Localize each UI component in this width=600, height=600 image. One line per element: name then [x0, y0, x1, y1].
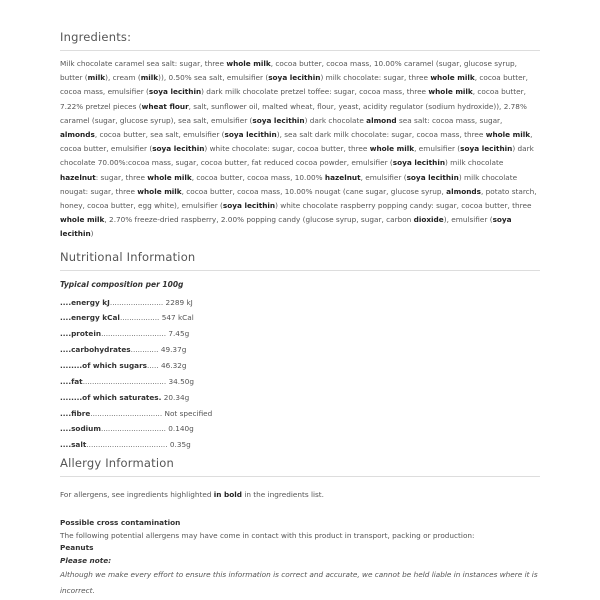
- nutrition-label: ....fibre: [60, 408, 91, 418]
- nutrition-label: ....sodium: [60, 424, 101, 434]
- nutrition-row: [60, 374, 540, 390]
- ingredients-segment: ) milk chocolate: sugar, three: [320, 73, 431, 83]
- ingredients-segment: ), emulsifier (: [443, 215, 493, 225]
- allergen-highlight: soya lecithin: [222, 201, 276, 211]
- allergen-highlight: wheat flour: [141, 101, 189, 111]
- allergen-highlight: dioxide: [413, 215, 444, 225]
- nutrition-value: 547 kCal: [159, 313, 194, 323]
- allergen-highlight: milk: [87, 73, 106, 83]
- ingredients-segment: , cocoa butter, emulsifier (: [60, 130, 533, 154]
- nutrition-label: ....energy kCal: [60, 313, 120, 323]
- allergy-intro-before: For allergens, see ingredients highlighted: [60, 490, 214, 500]
- allergen-highlight: soya lecithin: [460, 144, 513, 154]
- allergen-highlight: whole milk: [369, 144, 415, 154]
- allergen-highlight: soya lecithin: [406, 172, 459, 182]
- nutrition-leader-dots: ............................: [101, 329, 167, 339]
- allergen-highlight: hazelnut: [60, 172, 96, 182]
- allergy-intro-after: in the ingredients list.: [242, 490, 324, 500]
- ingredients-segment: )), 0.50% sea salt, emulsifier (: [158, 73, 269, 83]
- ingredients-segment: ) white chocolate: sugar, cocoa butter, three: [204, 144, 370, 154]
- allergen-highlight: whole milk: [137, 186, 182, 196]
- ingredients-segment: ) dark chocolate 70.00%:cocoa mass, sugar, cocoa butter, fat reduced cocoa powder, emulsifier (: [60, 144, 534, 168]
- nutrition-label: ....protein: [60, 329, 102, 339]
- ingredients-segment: ) dark chocolate: [304, 115, 367, 125]
- allergen-highlight: whole milk: [60, 215, 105, 225]
- ingredients-segment: : sugar, three: [95, 172, 148, 182]
- nutrition-label: ....carbohydrates: [60, 345, 131, 355]
- ingredients-segment: ) dark milk chocolate pretzel toffee: sugar, cocoa mass, three: [201, 87, 429, 97]
- ingredients-segment: , emulsifier (: [414, 144, 461, 154]
- ingredients-segment: sea salt: cocoa mass, sugar,: [396, 115, 503, 125]
- nutrition-row: [60, 326, 540, 342]
- nutrition-leader-dots: .................: [119, 313, 160, 323]
- note-text: Although we make every effort to ensure this information is correct and accurate, we cannot be held liable in instances where it is incorrect.: [60, 570, 538, 596]
- ingredients-segment: ) milk chocolate nougat: sugar, three: [60, 172, 518, 196]
- nutrition-value: 0.35g: [167, 440, 191, 450]
- allergen-highlight: whole milk: [430, 73, 475, 83]
- nutrition-value: 7.45g: [166, 329, 190, 339]
- nutrition-row: [60, 406, 540, 422]
- nutrition-label: ........of which saturates.: [60, 392, 162, 402]
- ingredients-segment: ): [90, 229, 94, 239]
- nutrition-row: [60, 437, 540, 453]
- allergen-highlight: soya lecithin: [268, 73, 321, 83]
- nutrition-value: 20.34g: [161, 392, 190, 402]
- allergen-highlight: hazelnut: [324, 172, 361, 182]
- nutrition-row: [60, 390, 540, 406]
- ingredients-segment: ), cream (: [105, 73, 141, 83]
- nutrition-value: 0.140g: [165, 424, 194, 434]
- nutrition-label: ....energy kJ: [60, 297, 110, 307]
- allergen-highlight: soya lecithin: [392, 158, 446, 168]
- cross-contamination-title: Possible cross contamination: [60, 518, 181, 528]
- nutrition-leader-dots: ...................................: [86, 440, 168, 450]
- ingredients-segment: , cocoa butter, sea salt, emulsifier (: [94, 130, 225, 140]
- ingredients-segment: , cocoa butter, cocoa mass, emulsifier (: [60, 73, 528, 97]
- nutrition-label: ....salt: [60, 440, 87, 450]
- nutrition-row: [60, 358, 540, 374]
- allergy-intro-bold: in bold: [213, 490, 242, 500]
- nutrition-row: [60, 421, 540, 437]
- allergen-highlight: soya lecithin: [152, 144, 205, 154]
- cross-contamination-allergen: Peanuts: [60, 543, 94, 553]
- nutrition-leader-dots: ............................: [100, 424, 166, 434]
- allergen-highlight: milk: [140, 73, 159, 83]
- nutrition-leader-dots: .......................: [109, 297, 164, 307]
- ingredients-segment: , cocoa butter, cocoa mass, 10.00% nougat (cane sugar, glucose syrup,: [181, 186, 447, 196]
- note-title: Please note:: [60, 555, 112, 565]
- ingredients-segment: , salt, sunflower oil, malted wheat, flour, yeast, acidity regulator (sodium hydroxide)), 2.78% caramel (sugar, glucose syrup), sea salt, emulsifier (: [60, 101, 527, 125]
- ingredients-segment: , emulsifier (: [360, 172, 407, 182]
- allergen-highlight: soya lecithin: [224, 130, 277, 140]
- allergy-heading: Allergy Information: [60, 456, 540, 477]
- nutrition-leader-dots: ...............................: [90, 408, 163, 418]
- ingredients-segment: , 2.70% freeze-dried raspberry, 2.00% popping candy (glucose syrup, sugar, carbon: [104, 215, 414, 225]
- nutrition-leader-dots: ............: [130, 345, 159, 355]
- nutrition-row: [60, 310, 540, 326]
- nutrition-leader-dots: ....................................: [82, 376, 167, 386]
- ingredients-heading: Ingredients:: [60, 0, 540, 51]
- cross-contamination-text: The following potential allergens may have come in contact with this product in transport, packing or production:: [60, 530, 475, 540]
- nutrition-value: 46.32g: [158, 361, 187, 371]
- allergen-highlight: soya lecithin: [252, 115, 305, 125]
- allergy-intro: [60, 488, 540, 502]
- allergen-highlight: whole milk: [485, 130, 531, 140]
- nutrition-row: [60, 295, 540, 311]
- nutrition-row: [60, 342, 540, 358]
- ingredients-segment: ) white chocolate raspberry popping candy: sugar, cocoa butter, three: [275, 201, 532, 211]
- allergen-highlight: soya lecithin: [60, 215, 512, 239]
- nutrition-value: 34.50g: [166, 376, 195, 386]
- allergen-highlight: whole milk: [428, 87, 473, 97]
- ingredients-segment: ), sea salt dark milk chocolate: sugar, cocoa mass, three: [276, 130, 486, 140]
- ingredients-segment: , cocoa butter, 7.22% pretzel pieces (: [60, 87, 526, 111]
- nutrition-leader-dots: .....: [147, 361, 159, 371]
- nutrition-value: Not specified: [162, 408, 213, 418]
- allergen-highlight: almonds: [446, 186, 481, 196]
- allergen-highlight: whole milk: [226, 59, 271, 68]
- nutrition-label: ....fat: [60, 376, 83, 386]
- allergen-highlight: soya lecithin: [148, 87, 202, 97]
- nutrition-label: ........of which sugars: [60, 361, 148, 371]
- ingredients-segment: , cocoa butter, cocoa mass, 10.00% caramel (sugar, glucose syrup, butter (: [60, 59, 517, 83]
- nutrition-table: [60, 295, 540, 453]
- nutrition-caption: Typical composition per 100g: [60, 279, 184, 289]
- allergen-highlight: almonds: [60, 130, 95, 140]
- ingredients-segment: Milk chocolate caramel sea salt: sugar, three: [60, 59, 227, 68]
- ingredients-segment: , cocoa butter, cocoa mass, 10.00%: [191, 172, 325, 182]
- nutrition-value: 2289 kJ: [163, 297, 193, 307]
- ingredients-text: [60, 57, 540, 242]
- ingredients-segment: ) milk chocolate: [445, 158, 504, 168]
- nutrition-heading: Nutritional Information: [60, 250, 540, 271]
- nutrition-value: 49.37g: [158, 345, 187, 355]
- allergen-highlight: almond: [366, 115, 397, 125]
- allergen-highlight: whole milk: [147, 172, 192, 182]
- ingredients-segment: , potato starch, honey, cocoa butter, egg white), emulsifier (: [60, 186, 537, 211]
